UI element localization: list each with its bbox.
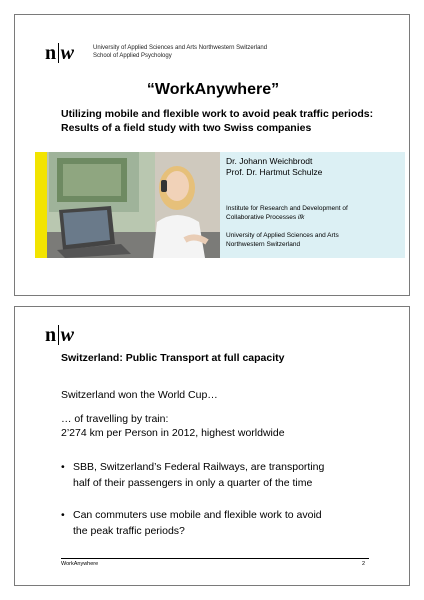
fhnw-logo: [45, 325, 73, 345]
slide-title: Switzerland: Public Transport at full capacity: [61, 352, 285, 364]
university-affiliation: [226, 232, 339, 249]
bullet-line: half of their passengers in only a quarter of the time: [73, 477, 313, 489]
affiliation-line: University of Applied Sciences and Arts: [226, 232, 339, 239]
slide-subtitle: [61, 107, 391, 135]
author-names: [226, 156, 322, 178]
bullet-text: [73, 459, 361, 491]
slide-1: [14, 14, 410, 296]
train-photo: [35, 152, 220, 258]
subtitle-line: Results of a field study with two Swiss companies: [61, 122, 312, 134]
university-name: [93, 44, 267, 60]
bullet-line: the peak traffic periods?: [73, 525, 185, 537]
institute-line: Institute for Research and Development of: [226, 205, 348, 212]
logo-letter-w: w: [60, 324, 74, 346]
logo-letter-n: n: [45, 42, 56, 64]
paragraph-world-cup: Switzerland won the World Cup…: [61, 389, 218, 401]
author-info-panel: [220, 152, 405, 258]
university-line: University of Applied Sciences and Arts Northwestern Switzerland: [93, 45, 268, 51]
logo-divider: [58, 325, 59, 345]
paragraph-line: 2’274 km per Person in 2012, highest worldwide: [61, 427, 285, 439]
slide-2: [14, 306, 410, 586]
school-line: School of Applied Psychology: [93, 53, 172, 59]
affiliation-line: Northwestern Switzerland: [226, 240, 301, 248]
page-number: 2: [361, 561, 365, 567]
institute-abbr: ifk: [297, 213, 305, 221]
bullet-item: [61, 459, 361, 491]
institute-name: [226, 205, 348, 222]
yellow-bar: [35, 152, 47, 258]
logo-divider: [58, 43, 59, 63]
bullet-line: SBB, Switzerland’s Federal Railways, are transporting: [73, 461, 325, 473]
author-2: Prof. Dr. Hartmut Schulze: [226, 167, 323, 177]
slide-title: “WorkAnywhere”: [146, 81, 280, 98]
bullet-icon: •: [61, 461, 65, 473]
logo-letter-n: n: [45, 324, 56, 346]
bullet-icon: •: [61, 509, 65, 521]
fhnw-logo: [45, 43, 73, 63]
logo-letter-w: w: [60, 42, 74, 64]
train-photo-illustration: [35, 152, 220, 258]
author-1: Dr. Johann Weichbrodt: [226, 156, 313, 166]
subtitle-line: Utilizing mobile and flexible work to avoid peak traffic periods:: [61, 108, 374, 120]
bullet-item: [61, 507, 361, 539]
paragraph-line: … of travelling by train:: [61, 413, 169, 425]
institute-line: Collaborative Processes: [226, 213, 298, 221]
paragraph-travel: [61, 412, 285, 440]
footer-title: WorkAnywhere: [61, 561, 99, 567]
bullet-text: [73, 507, 361, 539]
footer-divider: [61, 558, 369, 559]
bullet-line: Can commuters use mobile and flexible work to avoid: [73, 509, 322, 521]
